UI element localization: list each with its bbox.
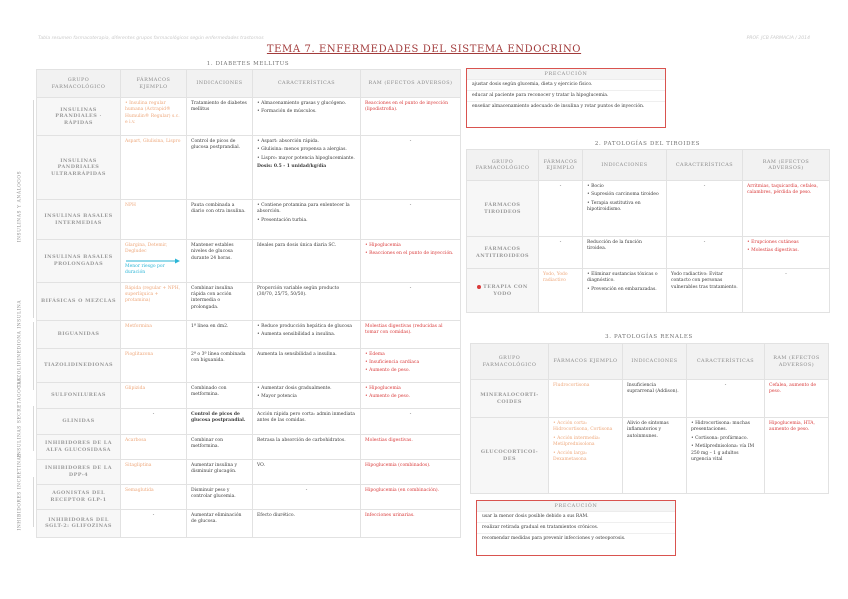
group-cell: AGONISTAS DEL RECEPTOR GLP-1 — [37, 484, 121, 509]
table-row — [471, 418, 829, 494]
indications-cell: Combinado con metformina. — [187, 382, 253, 408]
features-cell: - — [253, 484, 361, 509]
header-cell: INDICACIONES — [187, 70, 253, 98]
page-title: TEMA 7. ENFERMEDADES DEL SISTEMA ENDOCRINO — [266, 44, 582, 55]
ram-line: • Erupciones cutáneas — [747, 240, 799, 245]
examples-cell: Acarbosa — [121, 434, 187, 459]
ram-cell — [743, 237, 830, 269]
example-line: • Acción corta: Hidrocortisona, Cortisona — [553, 421, 613, 433]
ram-cell: Molestias digestivas. — [361, 434, 461, 459]
features-cell: Yodo radiactivo: Evitar contacto con personas vulnerables tras tratamiento. — [667, 269, 743, 313]
indication-line: • Terapia sustitutiva en hipotiroidismo. — [587, 200, 641, 213]
precaution-line: usar la menor dosis posible debido a sus RAM. — [477, 512, 675, 523]
feature-line: • Contiene protamina para enlentecer la absorción. — [257, 203, 350, 215]
examples-cell: - — [539, 237, 583, 269]
header-cell: CARACTERÍSTICAS — [667, 150, 743, 181]
group-cell: FÁRMACOS TIROIDEOS — [467, 181, 539, 237]
examples-cell: Glipizida — [121, 382, 187, 408]
table-header-row — [471, 344, 829, 380]
side-label-incretinas: INHIBIDORES INCRETINAS — [17, 453, 23, 531]
features-cell — [253, 98, 361, 136]
header-cell: RAM (EFECTOS ADVERSOS) — [743, 150, 830, 181]
ram-line: • Hipoglucemia — [365, 243, 401, 248]
examples-cell: • Insulina regular humana (Actrapid® Humulin® Regular) s.c. e i.v. — [121, 98, 187, 136]
header-right: PROF. JCB FARMACIA / 2014 — [746, 36, 810, 41]
table-row — [467, 237, 830, 269]
header-cell: FÁRMACOS EJEMPLO — [121, 70, 187, 98]
indications-cell: Insuficiencia suprarrenal (Addison). — [623, 380, 687, 418]
dose-text: Dosis: 0.5 - 1 unidad/kg/día — [257, 164, 327, 170]
features-cell: - — [667, 181, 743, 237]
table-row — [467, 181, 830, 237]
ram-line: • Aumento de peso. — [365, 394, 410, 400]
indications-cell: Tratamiento de diabetes mellitus — [187, 98, 253, 136]
header-cell: FÁRMACOS EJEMPLO — [539, 150, 583, 181]
group-label: TERAPIA CON YODO — [483, 284, 528, 297]
features-cell: Proporción variable según producto (30/70, 25/75, 50/50). — [253, 282, 361, 320]
group-cell: SULFONILUREAS — [37, 382, 121, 408]
table-row — [37, 98, 461, 136]
indications-cell — [583, 181, 667, 237]
header-cell: INDICACIONES — [583, 150, 667, 181]
group-cell — [467, 269, 539, 313]
features-cell: Ideales para dosis única diaria SC. — [253, 240, 361, 283]
features-cell: Acción rápida pero corta: admin inmediata antes de las comidas. — [253, 408, 361, 434]
table-header-row — [37, 70, 461, 98]
ram-line: • Molestias digestivas. — [747, 248, 799, 254]
example-line: • Acción intermedia: Metilprednisolona — [553, 435, 601, 448]
feature-line: • Glulisina: menos propensa a alergias. — [257, 147, 347, 153]
indications-cell: Alivio de síntomas inflamatorios y autoinmunes. — [623, 418, 687, 494]
feature-line: • Aumentar dosis gradualmente. — [257, 385, 332, 391]
ram-cell: Infecciones urinarias. — [361, 509, 461, 537]
group-cell: FÁRMACOS ANTITIROIDEOS — [467, 237, 539, 269]
table-row — [37, 408, 461, 434]
header-cell: GRUPO FARMACOLÓGICO — [467, 150, 539, 181]
highlight-dot-icon — [477, 285, 481, 289]
side-label-insulinas: INSULINAS Y ANÁLOGOS — [17, 170, 23, 243]
table-row — [37, 320, 461, 348]
examples-text: Glargina, Detemir, Degludec — [125, 243, 168, 255]
group-cell: INHIBIDORAS DEL SGLT-2: GLIFOZINAS — [37, 509, 121, 537]
indications-cell: Mantener estables niveles de glucosa durante 24 horas. — [187, 240, 253, 283]
examples-cell: Metformina — [121, 320, 187, 348]
examples-cell: Aspart, Glulisina, Lispro — [121, 136, 187, 200]
header-cell: GRUPO FARMACOLÓGICO — [37, 70, 121, 98]
group-cell: INSULINAS BASALES INTERMEDIAS — [37, 200, 121, 240]
ram-cell — [361, 240, 461, 283]
feature-line: • Lispro: mayor potencia hipoglucemiante. — [257, 155, 355, 161]
ram-cell: - — [361, 408, 461, 434]
group-cell: MINERALOCORTI-COIDES — [471, 380, 549, 418]
features-cell: Retrasa la absorción de carbohidratos. — [253, 434, 361, 459]
indications-cell — [187, 408, 253, 434]
ram-line: • Reacciones en el punto de inyección. — [365, 251, 454, 257]
table-row — [37, 240, 461, 283]
header-cell: CARACTERÍSTICAS — [687, 344, 765, 380]
features-cell — [253, 320, 361, 348]
features-cell: Efecto diurético. — [253, 509, 361, 537]
indications-cell: Disminuir peso y controlar glucemia. — [187, 484, 253, 509]
examples-cell — [549, 418, 623, 494]
feature-line: • Aumenta sensibilidad a insulina. — [257, 332, 336, 338]
table-row — [37, 509, 461, 537]
precaution-title: PRECAUCIÓN — [467, 69, 665, 80]
feature-line: • Cortisona: profármaco. — [691, 435, 748, 441]
features-cell: - — [687, 380, 765, 418]
feature-line: • Presentación turbia. — [257, 217, 308, 223]
precaution-line: recomendar medidas para prevenir infecciones y osteoporosis. — [482, 536, 626, 541]
group-cell: TIAZOLIDINEDIONAS — [37, 348, 121, 382]
feature-line: • Hidrocortisona: muchas presentaciones. — [691, 421, 750, 433]
table-row — [37, 382, 461, 408]
group-cell: INSULINAS PANDRIALES ULTRARRÁPIDAS — [37, 136, 121, 200]
table-row — [37, 200, 461, 240]
features-cell — [253, 382, 361, 408]
section-title-renales: 3. PATOLOGÍAS RENALES — [605, 334, 693, 340]
table-row — [37, 282, 461, 320]
indications-cell: Aumentar insulina y disminuir glucagón. — [187, 459, 253, 484]
indications-cell: Control de picos de glucosa postprandial. — [187, 136, 253, 200]
header-cell: RAM (EFECTOS ADVERSOS) — [361, 70, 461, 98]
precaution-line: realizar retirada gradual en tratamientos crónicos. — [477, 523, 675, 534]
ram-cell: - — [361, 200, 461, 240]
side-label-tiazolidinediona: TIAZOLIDINEDIONA INSULINA — [17, 299, 23, 388]
ram-cell: - — [743, 269, 830, 313]
header-cell: RAM (EFECTOS ADVERSOS) — [765, 344, 829, 380]
examples-cell: Rápida (regular + NPH, superlíquica + protamina) — [121, 282, 187, 320]
indication-line: • Prevención en embarazadas. — [587, 286, 657, 292]
group-cell: INSULINAS BASALES PROLONGADAS — [37, 240, 121, 283]
ram-cell: Hipoglucemia, HTA, aumento de peso. — [765, 418, 829, 494]
precaution-line: ajustar dosis según glucemia, dieta y ejercicio físico. — [467, 80, 665, 91]
ram-line: • Aumento de peso. — [365, 368, 410, 374]
table-header-row — [467, 150, 830, 181]
precaution-box-renal — [476, 500, 676, 556]
table-row — [37, 434, 461, 459]
examples-cell: Pioglitazona — [121, 348, 187, 382]
precaution-title: PRECAUCIÓN — [477, 501, 675, 512]
example-line: • Acción larga: Dexametasona — [553, 450, 588, 463]
ram-line: • Insuficiencia cardíaca — [365, 360, 420, 366]
indications-cell: 1ª línea en dm2. — [187, 320, 253, 348]
diabetes-table — [36, 69, 461, 538]
side-label-secretagogas: INSULINAS SECRETAGOGAS — [17, 377, 23, 458]
table-row — [37, 484, 461, 509]
features-cell: Aumenta la sensibilidad a insulina. — [253, 348, 361, 382]
indication-line: • Bocio — [587, 184, 604, 189]
indications-cell — [583, 269, 667, 313]
tiroides-table — [466, 149, 830, 313]
table-row — [37, 136, 461, 200]
renales-table — [470, 343, 829, 494]
feature-line: • Mayor potencia — [257, 394, 297, 400]
features-cell: - — [667, 237, 743, 269]
precaution-box-diabetes — [466, 68, 666, 128]
ram-cell: Molestias digestivas (reducidas al tomar con comidas). — [361, 320, 461, 348]
examples-cell: Yodo, Yodo radiactivo — [539, 269, 583, 313]
indications-cell: 2ª o 3ª línea combinada con biguanida. — [187, 348, 253, 382]
feature-line: • Aspart: absorción rápida. — [257, 139, 319, 144]
examples-cell: - — [121, 509, 187, 537]
header-cell: FÁRMACOS EJEMPLO — [549, 344, 623, 380]
examples-cell: Fludrocortisona — [549, 380, 623, 418]
examples-cell: - — [539, 181, 583, 237]
ram-cell: Hipoglucemia (en combinación). — [361, 484, 461, 509]
precaution-line: educar al paciente para reconocer y tratar la hipoglucemia. — [467, 91, 665, 102]
section-title-diabetes: 1. DIABETES MELLITUS — [206, 61, 290, 67]
ram-cell: Hipoglucemia (combinados). — [361, 459, 461, 484]
table-row — [37, 459, 461, 484]
indication-line: • Eliminar sustancias tóxicas o diagnóstico. — [587, 272, 658, 284]
ram-cell: - — [361, 136, 461, 200]
ram-cell — [361, 348, 461, 382]
ram-cell: - — [361, 282, 461, 320]
feature-line: • Formación de músculos. — [257, 109, 317, 115]
indications-cell: Combinar insulina rápida con acción intermedia o prolongada. — [187, 282, 253, 320]
features-cell — [253, 136, 361, 200]
examples-cell — [121, 240, 187, 283]
indications-cell: Reducción de la función tiroidea. — [583, 237, 667, 269]
feature-line: • Almacenamiento grasas y glucógeno. — [257, 101, 347, 106]
feature-line: • Reduce producción hepática de glucosa — [257, 323, 352, 329]
ram-cell — [361, 382, 461, 408]
ram-cell: Reacciones en el punto de inyección (lipodistrofia). — [361, 98, 461, 136]
indications-cell: Pauta combinada a diario con otra insulina. — [187, 200, 253, 240]
ram-line: • Hipoglucemia — [365, 385, 401, 391]
indications-cell: Aumentar eliminación de glucosa. — [187, 509, 253, 537]
features-cell — [687, 418, 765, 494]
ram-cell: Cefalea, aumento de peso. — [765, 380, 829, 418]
examples-cell: - — [121, 408, 187, 434]
header-cell: GRUPO FARMACOLÓGICO — [471, 344, 549, 380]
features-cell — [253, 200, 361, 240]
arrow-note: Menor riesgo por duración — [125, 263, 165, 276]
indications-cell: Combinar con metformina. — [187, 434, 253, 459]
table-row — [471, 380, 829, 418]
precaution-line: enseñar almacenamiento adecuado de insulina y rotar puntos de inyección. — [472, 104, 645, 109]
group-cell: BIFÁSICAS O MEZCLAS — [37, 282, 121, 320]
table-row — [467, 269, 830, 313]
indication-line: • Supresión carcinoma tiroideo — [587, 192, 659, 198]
examples-cell: Semaglutida — [121, 484, 187, 509]
ram-cell: Arritmias, taquicardia, cefalea, calambres, pérdida de peso. — [743, 181, 830, 237]
examples-cell: NPH — [121, 200, 187, 240]
group-cell: INHIBIDORES DE LA DPP-4 — [37, 459, 121, 484]
ram-line: • Edema — [365, 351, 385, 357]
header-cell: CARACTERÍSTICAS — [253, 70, 361, 98]
header-left: Tabla resumen farmacoterapia, diferentes grupos farmacológicos según enfermedades trastornos — [38, 36, 264, 41]
features-cell: VO. — [253, 459, 361, 484]
group-cell: INSULINAS PRANDIALES · RÁPIDAS — [37, 98, 121, 136]
examples-cell: Sitagliptina — [121, 459, 187, 484]
group-cell: BIGUANIDAS — [37, 320, 121, 348]
group-cell: GLINIDAS — [37, 408, 121, 434]
section-title-tiroides: 2. PATOLOGÍAS DEL TIROIDES — [594, 141, 701, 147]
group-cell: INHIBIDORES DE LA ALFA GLUCOSIDASA — [37, 434, 121, 459]
header-cell: INDICACIONES — [623, 344, 687, 380]
feature-line: • Metilprednisolona: vía IM 250 mg – 1 g adultos urgencia vital — [691, 444, 755, 463]
group-cell: GLUCOCORTICOI-DES — [471, 418, 549, 494]
indications-strong: Control de picos de glucosa postprandial. — [191, 411, 246, 424]
table-row — [37, 348, 461, 382]
